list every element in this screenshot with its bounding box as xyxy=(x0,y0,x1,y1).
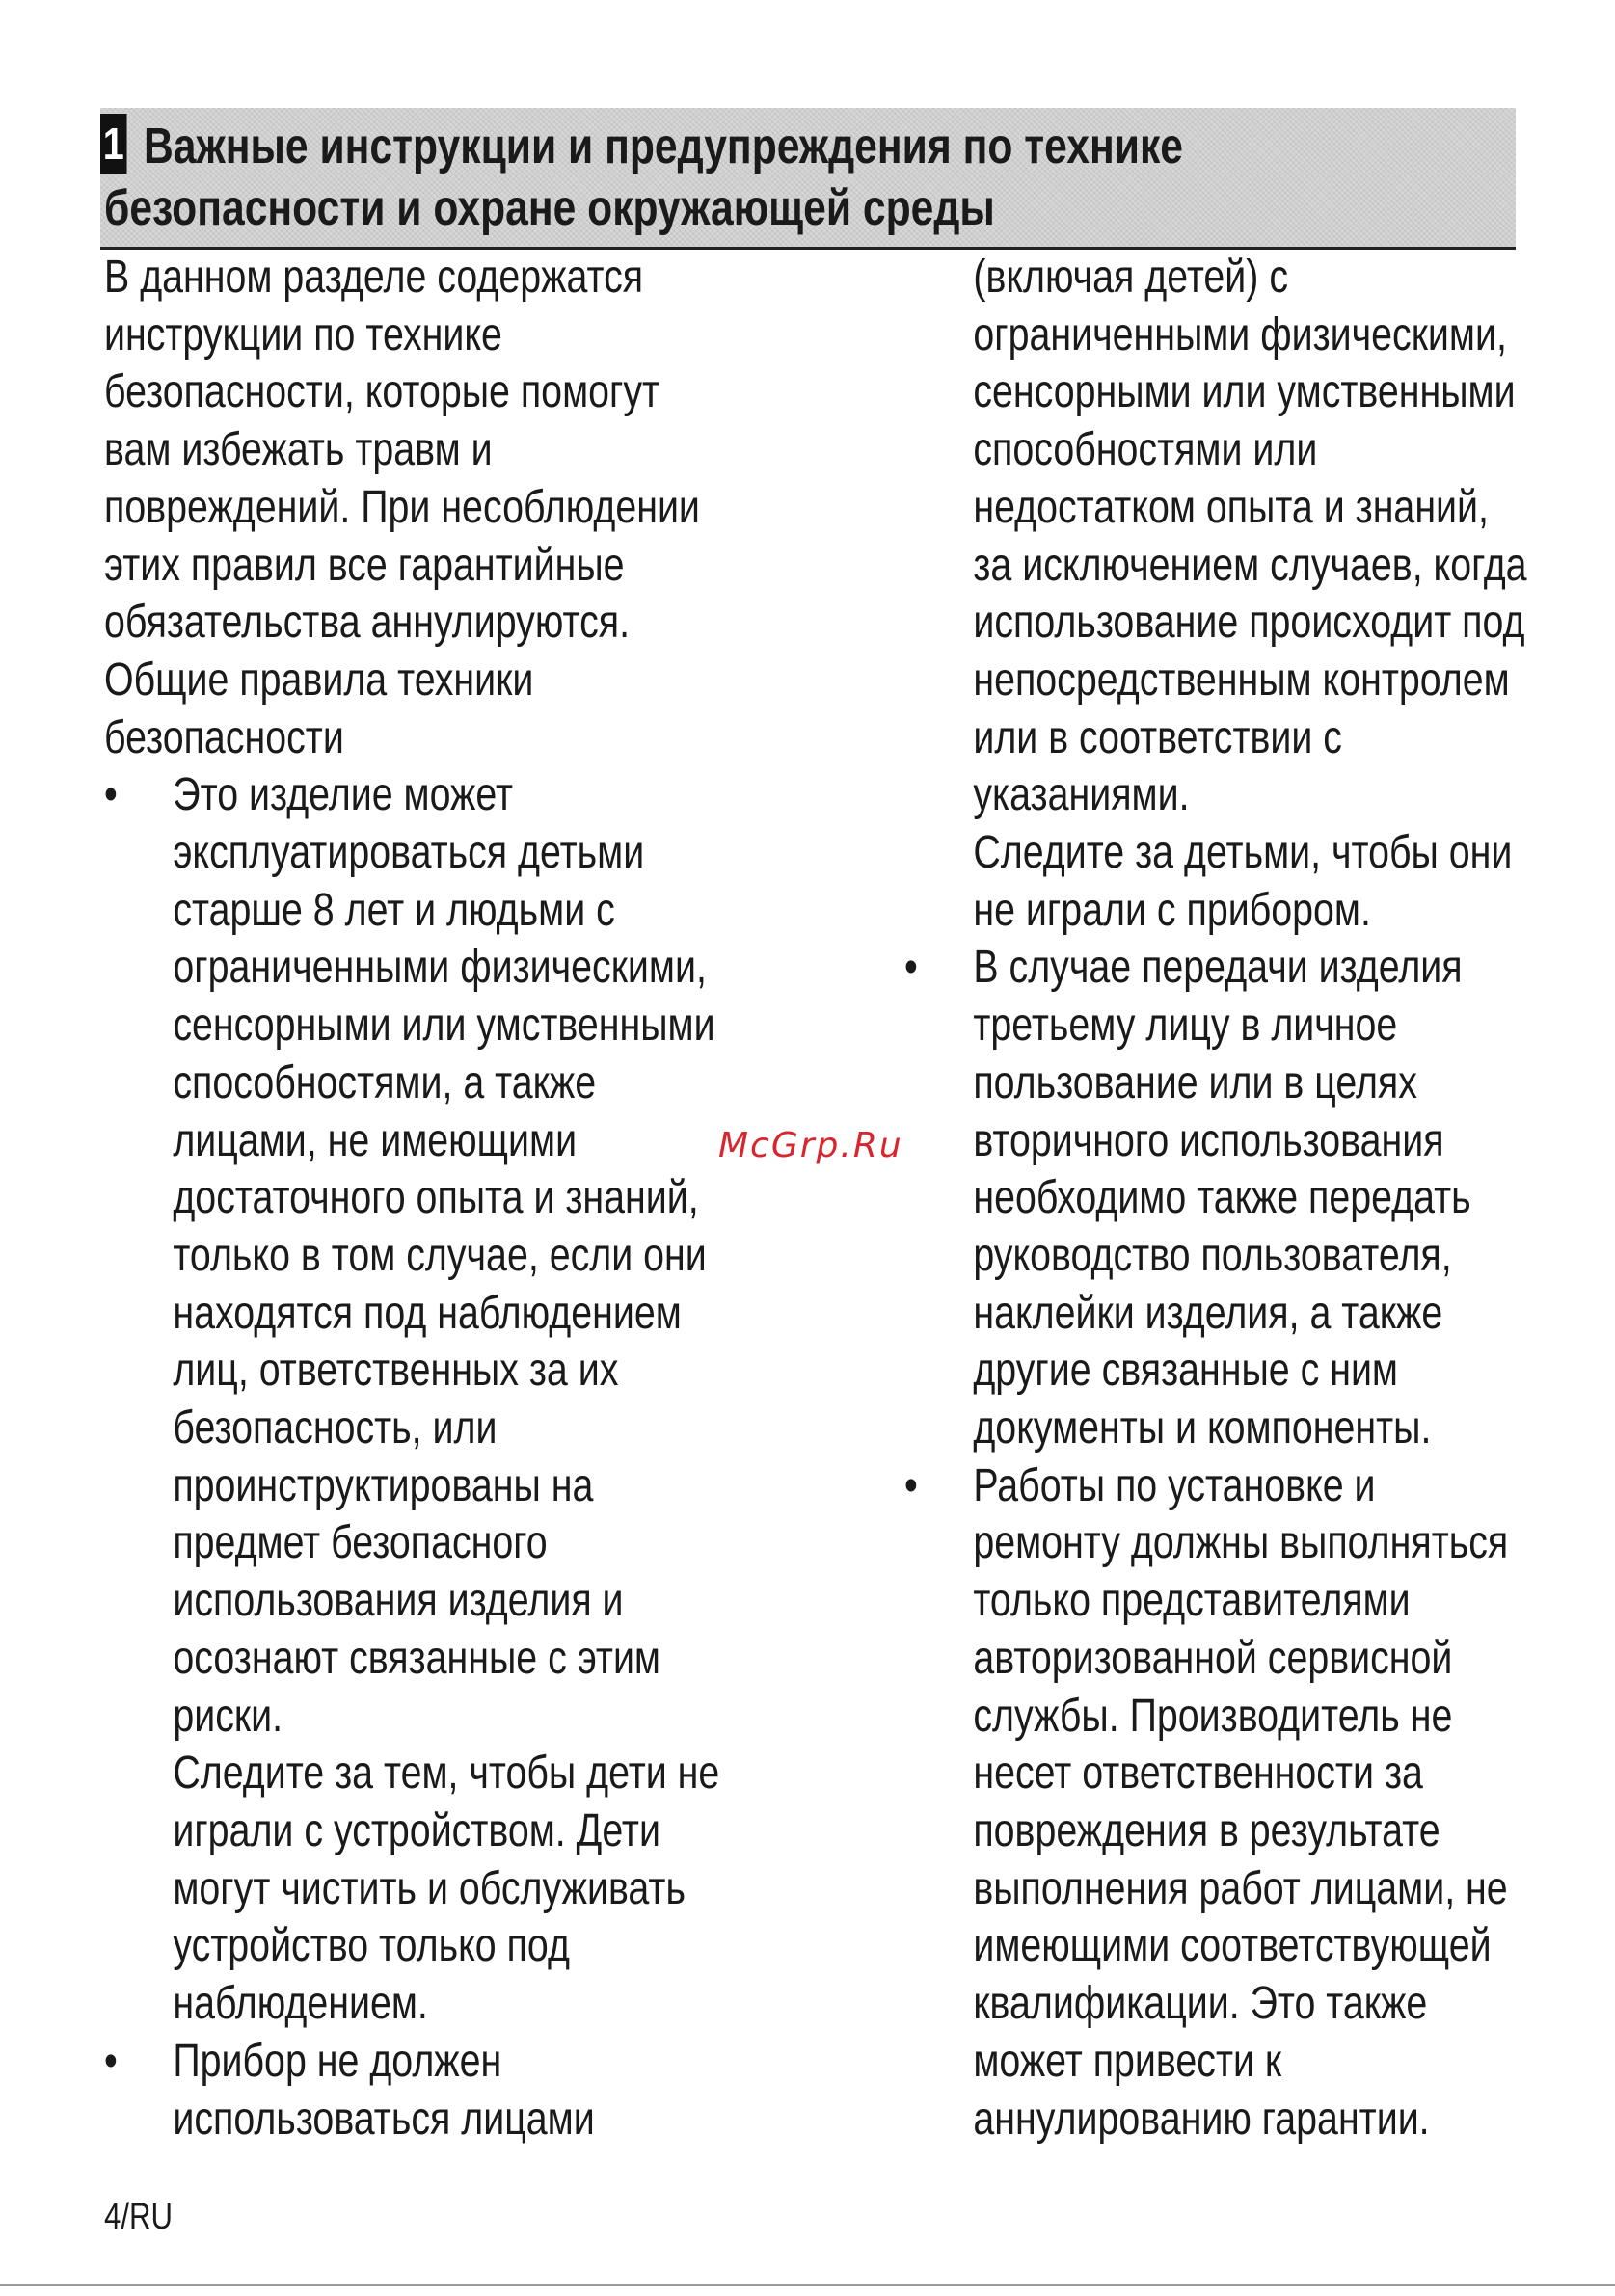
text-line: документы и компоненты. xyxy=(973,1402,1432,1455)
text-line: ограниченными физическими, xyxy=(173,942,707,994)
right-column xyxy=(904,249,1552,2148)
text-line: риски. xyxy=(173,1690,283,1742)
text-line: только представителями xyxy=(973,1575,1411,1627)
text-line: Следите за тем, чтобы дети не xyxy=(173,1748,720,1800)
text-line: предмет безопасного xyxy=(173,1517,548,1569)
text-line: руководство пользователя, xyxy=(973,1229,1452,1281)
section-title xyxy=(104,116,1337,239)
bullet-dot: • xyxy=(104,2035,118,2087)
text-line: Общие правила техники xyxy=(104,654,534,706)
text-line: эксплуатироваться детьми xyxy=(173,827,645,879)
text-line: вторичного использования xyxy=(973,1114,1444,1166)
text-line: использоваться лицами xyxy=(173,2093,595,2145)
text-line: В случае передачи изделия xyxy=(973,942,1463,994)
text-line: использование происходит под xyxy=(973,597,1525,649)
section-number-badge: 1 xyxy=(100,114,127,174)
text-line: устройство только под xyxy=(173,1920,570,1972)
text-line: непосредственным контролем xyxy=(973,654,1510,706)
bullet-dot: • xyxy=(104,769,118,821)
bullet-item-transfer-documents xyxy=(904,939,1552,1456)
text-line: (включая детей) с xyxy=(973,252,1289,303)
text-line: старше 8 лет и людьми с xyxy=(173,884,615,936)
text-line: Прибор не должен xyxy=(173,2035,502,2087)
text-line: находятся под наблюдением xyxy=(173,1287,682,1339)
text-line: наклейки изделия, а также xyxy=(973,1287,1443,1339)
text-line: лиц, ответственных за их xyxy=(173,1345,619,1397)
text-line: вам избежать травм и xyxy=(104,424,493,476)
page-bottom-divider xyxy=(0,2284,1615,2286)
text-line: или в соответствии с xyxy=(973,711,1342,763)
text-line: сенсорными или умственными xyxy=(173,1000,715,1052)
text-line: способностями, а также xyxy=(173,1056,597,1108)
text-line: безопасность, или xyxy=(173,1402,498,1455)
text-line: только в том случае, если они xyxy=(173,1229,707,1281)
text-line: выполнения работ лицами, не xyxy=(973,1862,1508,1914)
bullet-continuation xyxy=(904,249,1552,824)
text-line: лицами, не имеющими xyxy=(173,1114,578,1166)
text-line: Это изделие может xyxy=(173,769,513,821)
text-line: квалификации. Это также xyxy=(973,1978,1428,2030)
text-line: обязательства аннулируются. xyxy=(104,597,631,649)
text-line: третьему лицу в личное xyxy=(973,1000,1398,1052)
watermark: McGrp.Ru xyxy=(718,1126,903,1165)
bullet-item-authorized-service xyxy=(904,1457,1552,2148)
section-title-line: безопасности и охране окружающей среды xyxy=(104,180,995,236)
text-line: играли с устройством. Дети xyxy=(173,1804,660,1856)
section-title-line: Важные инструкции и предупреждения по технике xyxy=(144,119,1184,174)
left-column xyxy=(104,249,752,2148)
text-line: этих правил все гарантийные xyxy=(104,539,625,591)
bullet-dot: • xyxy=(904,1459,918,1511)
text-line: использования изделия и xyxy=(173,1575,624,1627)
page-number: 4/RU xyxy=(104,2197,173,2237)
text-line: повреждения в результате xyxy=(973,1804,1440,1856)
text-line: может привести к xyxy=(973,2035,1282,2087)
text-line: Следите за детьми, чтобы они xyxy=(973,827,1513,879)
bullet-item-children-use xyxy=(104,766,752,1745)
text-line: проинструктированы на xyxy=(173,1459,594,1511)
text-line: ремонту должны выполняться xyxy=(973,1517,1509,1569)
bullet-item-restricted-persons xyxy=(104,2033,752,2148)
text-line: авторизованной сервисной xyxy=(973,1632,1453,1684)
text-line: другие связанные с ним xyxy=(973,1345,1398,1397)
bullet-note-children-play xyxy=(904,824,1552,939)
text-line: осознают связанные с этим xyxy=(173,1632,660,1684)
text-line: Работы по установке и xyxy=(973,1459,1376,1511)
text-line: безопасности, которые помогут xyxy=(104,366,660,418)
text-line: недостатком опыта и знаний, xyxy=(973,481,1489,533)
text-line: аннулированию гарантии. xyxy=(973,2093,1430,2145)
text-line: безопасности xyxy=(104,711,344,763)
text-line: могут чистить и обслуживать xyxy=(173,1862,686,1914)
text-line: достаточного опыта и знаний, xyxy=(173,1172,699,1224)
text-line: инструкции по технике xyxy=(104,308,502,360)
text-line: пользование или в целях xyxy=(973,1056,1417,1108)
text-line: службы. Производитель не xyxy=(973,1690,1453,1742)
text-line: необходимо также передать xyxy=(973,1172,1471,1224)
text-line: В данном разделе содержатся xyxy=(104,252,644,303)
intro-paragraph xyxy=(104,249,752,652)
text-line: несет ответственности за xyxy=(973,1748,1423,1800)
bullet-dot: • xyxy=(904,942,918,994)
text-line: сенсорными или умственными xyxy=(973,366,1516,418)
text-line: ограниченными физическими, xyxy=(973,308,1507,360)
bullet-note-children-supervision xyxy=(104,1745,752,2033)
text-line: не играли с прибором. xyxy=(973,884,1371,936)
text-line: имеющими соответствующей xyxy=(973,1920,1492,1972)
subheading-general-safety xyxy=(104,652,752,766)
text-line: повреждений. При несоблюдении xyxy=(104,481,700,533)
text-line: способностями или xyxy=(973,424,1318,476)
text-line: за исключением случаев, когда xyxy=(973,539,1527,591)
text-line: наблюдением. xyxy=(173,1978,428,2030)
text-line: указаниями. xyxy=(973,769,1190,821)
